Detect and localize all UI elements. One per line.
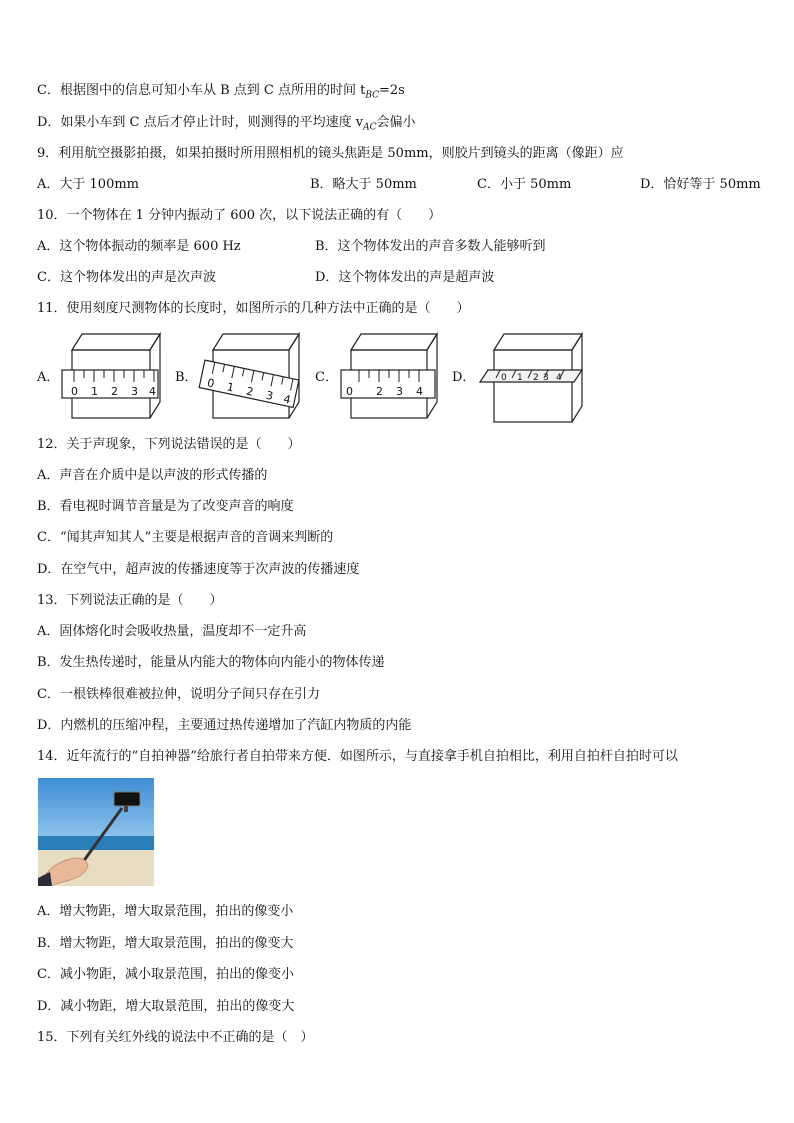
q14-option-b: B．增大物距，增大取景范围，拍出的像变大 <box>37 936 294 951</box>
ruler-d-tick-4: 4 <box>556 373 562 383</box>
q13-option-d: D．内燃机的压缩冲程，主要通过热传递增加了汽缸内物质的内能 <box>37 718 412 733</box>
ruler-d-tick-2: 2 <box>533 373 539 383</box>
q8-option-c <box>37 82 405 105</box>
q12-option-b: B．看电视时调节音量是为了改变声音的响度 <box>37 499 294 514</box>
q8-option-d-text: D．如果小车到 C 点后才停止计时，则测得的平均速度 v <box>37 115 364 130</box>
q14-option-c: C．减小物距，减小取景范围，拍出的像变小 <box>37 967 294 982</box>
q8-option-d <box>37 114 416 137</box>
ruler-a-tick-3: 3 <box>131 385 138 398</box>
q11-figure-b <box>195 330 305 422</box>
q10-option-b: B．这个物体发出的声音多数人能够听到 <box>315 239 546 254</box>
ruler-a-tick-1: 1 <box>91 385 98 398</box>
ruler-a-tick-0: 0 <box>71 385 78 398</box>
q11-figure-a <box>60 330 165 422</box>
q9-option-b: B．略大于 50mm <box>310 177 417 192</box>
ruler-c-tick-4: 4 <box>416 385 423 398</box>
ruler-a-tick-4: 4 <box>149 385 156 398</box>
selfie-stick-photo <box>38 778 154 886</box>
q9-stem: 9．利用航空摄影拍摄，如果拍摄时所用照相机的镜头焦距是 50mm，则胶片到镜头的距离（像距）应 <box>37 146 624 161</box>
q12-option-d: D．在空气中，超声波的传播速度等于次声波的传播速度 <box>37 562 360 577</box>
q13-option-a: A．固体熔化时会吸收热量，温度却不一定升高 <box>37 624 307 639</box>
ruler-b-tick-0: 0 <box>206 376 216 391</box>
q8-option-c-text: C．根据图中的信息可知小车从 B 点到 C 点所用的时间 t <box>37 83 366 98</box>
ruler-b-tick-1: 1 <box>225 380 236 395</box>
q12-option-c: C．“闻其声知其人”主要是根据声音的音调来判断的 <box>37 530 334 545</box>
q13-option-b: B．发生热传递时，能量从内能大的物体向内能小的物体传递 <box>37 655 385 670</box>
q8-option-d-sub: AC <box>363 122 377 133</box>
ruler-c-tick-3: 3 <box>396 385 403 398</box>
q14-option-a: A．增大物距，增大取景范围，拍出的像变小 <box>37 904 294 919</box>
ruler-c-tick-2: 2 <box>376 385 383 398</box>
q15-stem: 15．下列有关红外线的说法中不正确的是（ ） <box>37 1030 314 1045</box>
q10-stem: 10．一个物体在 1 分钟内振动了 600 次，以下说法正确的有（ ） <box>37 208 442 223</box>
q14-stem: 14．近年流行的“自拍神器”给旅行者自拍带来方便．如图所示，与直接拿手机自拍相比，利用自拍杆自拍时可以 <box>37 749 678 764</box>
q9-option-d: D．恰好等于 50mm <box>640 177 761 192</box>
ruler-b-tick-3: 3 <box>264 388 275 403</box>
q10-option-d: D．这个物体发出的声是超声波 <box>315 270 495 285</box>
q13-option-c: C．一根铁棒很难被拉伸，说明分子间只存在引力 <box>37 687 320 702</box>
q11-label-a: A． <box>37 370 60 385</box>
q11-label-d: D． <box>452 370 476 385</box>
q12-option-a: A．声音在介质中是以声波的形式传播的 <box>37 468 268 483</box>
ruler-d-tick-1: 1 <box>517 373 523 383</box>
q11-figure-d <box>476 330 586 425</box>
ruler-c-tick-0: 0 <box>346 385 353 398</box>
q12-stem: 12．关于声现象，下列说法错误的是（ ） <box>37 437 301 452</box>
ruler-a-tick-2: 2 <box>111 385 118 398</box>
q10-option-c: C．这个物体发出的声是次声波 <box>37 270 216 285</box>
q9-option-a: A．大于 100mm <box>37 177 139 192</box>
q8-option-c-sub: BC <box>365 90 380 101</box>
q10-option-a: A．这个物体振动的频率是 600 Hz <box>37 239 241 254</box>
ruler-d-tick-0: 0 <box>501 373 507 383</box>
q8-option-c-tail: =2s <box>379 83 405 98</box>
ruler-b-tick-2: 2 <box>245 384 255 399</box>
q11-label-b: B． <box>175 370 198 385</box>
q8-option-d-tail: 会偏小 <box>376 115 416 130</box>
q14-option-d: D．减小物距，增大取景范围，拍出的像变大 <box>37 999 295 1014</box>
q9-option-c: C．小于 50mm <box>477 177 572 192</box>
ruler-d-tick-3: 3 <box>543 373 549 383</box>
q11-label-c: C． <box>315 370 338 385</box>
q11-figure-c <box>337 330 442 422</box>
q13-stem: 13．下列说法正确的是（ ） <box>37 593 223 608</box>
ruler-b-tick-4: 4 <box>282 392 292 407</box>
q11-stem: 11．使用刻度尺测物体的长度时，如图所示的几种方法中正确的是（ ） <box>37 301 470 316</box>
